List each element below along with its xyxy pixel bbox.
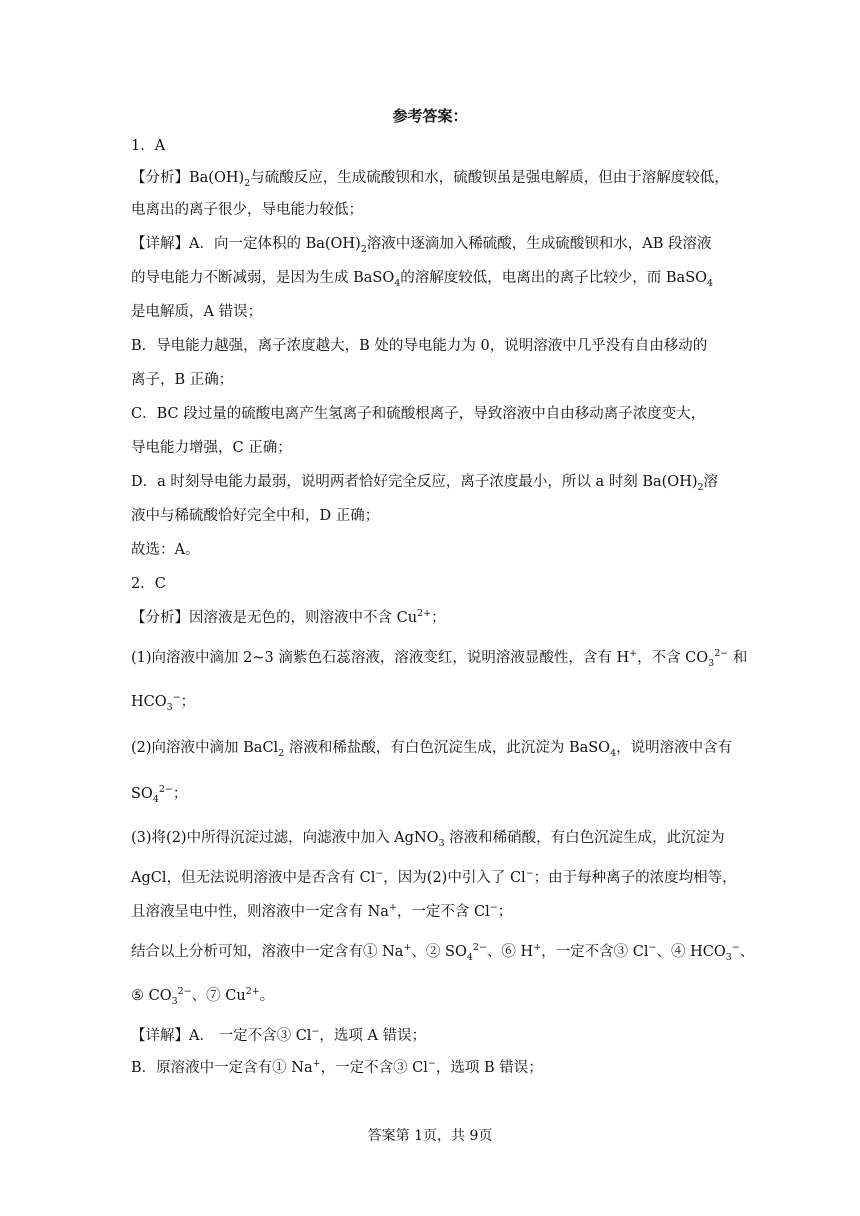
q1-option-b-line2: 离子，B 正确； bbox=[131, 372, 234, 388]
q1-option-d-line2: 液中与稀硫酸恰好完全中和，D 正确； bbox=[131, 508, 380, 524]
q2-detail-b: B．原溶液中一定含有① Na+，一定不含③ Cl−，选项 B 错误； bbox=[131, 1058, 543, 1076]
q1-option-d-line1: D．a 时刻导电能力最弱，说明两者恰好完全反应，离子浓度最小，所以 a 时刻 $Ba(OH)_2$溶 bbox=[131, 474, 719, 493]
q2-summary-line1: 结合以上分析可知，溶液中一定含有① Na+、② $SO_4^{2-}$、⑥ H+，一定不含③ Cl−、④ $HCO_3^-$、 bbox=[131, 942, 755, 963]
q1-option-c-line2: 导电能力增强，C 正确； bbox=[131, 440, 292, 456]
q2-step3-line3: 且溶液呈电中性，则溶液中一定含有 Na+，一定不含 Cl−； bbox=[131, 902, 513, 920]
q1-detail-a-line1: 【详解】A．向一定体积的 $Ba(OH)_2$溶液中逐滴加入稀硫酸，生成硫酸钡和水，AB 段溶液 bbox=[131, 236, 712, 255]
q2-step1-line1: (1)向溶液中滴加 2~3 滴紫色石蕊溶液，溶液变红，说明溶液显酸性，含有 H+，不含 $CO_3^{2-}$ 和 bbox=[131, 648, 748, 669]
q2-analysis: 【分析】因溶液是无色的，则溶液中不含 $Cu^{2+}$； bbox=[131, 608, 446, 626]
q2-step1-line2: $HCO_3^-$； bbox=[131, 692, 196, 713]
q1-analysis-line2: 电离出的离子很少，导电能力较低； bbox=[131, 202, 363, 218]
q2-step2-line2: $SO_4^{2-}$； bbox=[131, 784, 188, 805]
page-title: 参考答案： bbox=[392, 107, 468, 125]
q2-summary-line2: ⑤ $CO_3^{2-}$、⑦ $Cu^{2+}$。 bbox=[131, 986, 275, 1007]
q2-step2-line1: (2)向溶液中滴加 BaCl$_2$ 溶液和稀盐酸，有白色沉淀生成，此沉淀为 BaSO$_4$，说明溶液中含有 bbox=[131, 740, 733, 759]
q1-detail-a-line2: 的导电能力不断减弱，是因为生成 BaSO$_4$的溶解度较低，电离出的离子比较少，而 BaSO$_4$ bbox=[131, 270, 714, 289]
q2-step3-line2: AgCl，但无法说明溶液中是否含有 Cl−，因为(2)中引入了 Cl−；由于每种离子的浓度均相等， bbox=[131, 868, 737, 886]
q2-detail-a: 【详解】A． 一定不含③ Cl−，选项 A 错误； bbox=[131, 1026, 427, 1044]
q1-conclusion: 故选：A。 bbox=[131, 542, 200, 558]
q1-analysis-line1: 【分析】$Ba(OH)_2$与硫酸反应，生成硫酸钡和水，硫酸钡虽是强电解质，但由于溶解度较低， bbox=[131, 170, 729, 189]
page-footer: 答案第 1页，共 9页 bbox=[367, 1128, 493, 1144]
q1-option-b-line1: B．导电能力越强，离子浓度越大，B 处的导电能力为 0，说明溶液中几乎没有自由移动的 bbox=[131, 338, 708, 354]
q1-detail-a-line3: 是电解质，A 错误； bbox=[131, 304, 263, 320]
q1-option-c-line1: C．BC 段过量的硫酸电离产生氢离子和硫酸根离子，导致溶液中自由移动离子浓度变大， bbox=[131, 406, 706, 422]
q2-answer: 2．C bbox=[131, 576, 166, 592]
q2-step3-line1: (3)将(2)中所得沉淀过滤，向滤液中加入 AgNO$_3$ 溶液和稀硝酸，有白色沉淀生成，此沉淀为 bbox=[131, 830, 725, 849]
q1-answer: 1．A bbox=[131, 138, 166, 154]
